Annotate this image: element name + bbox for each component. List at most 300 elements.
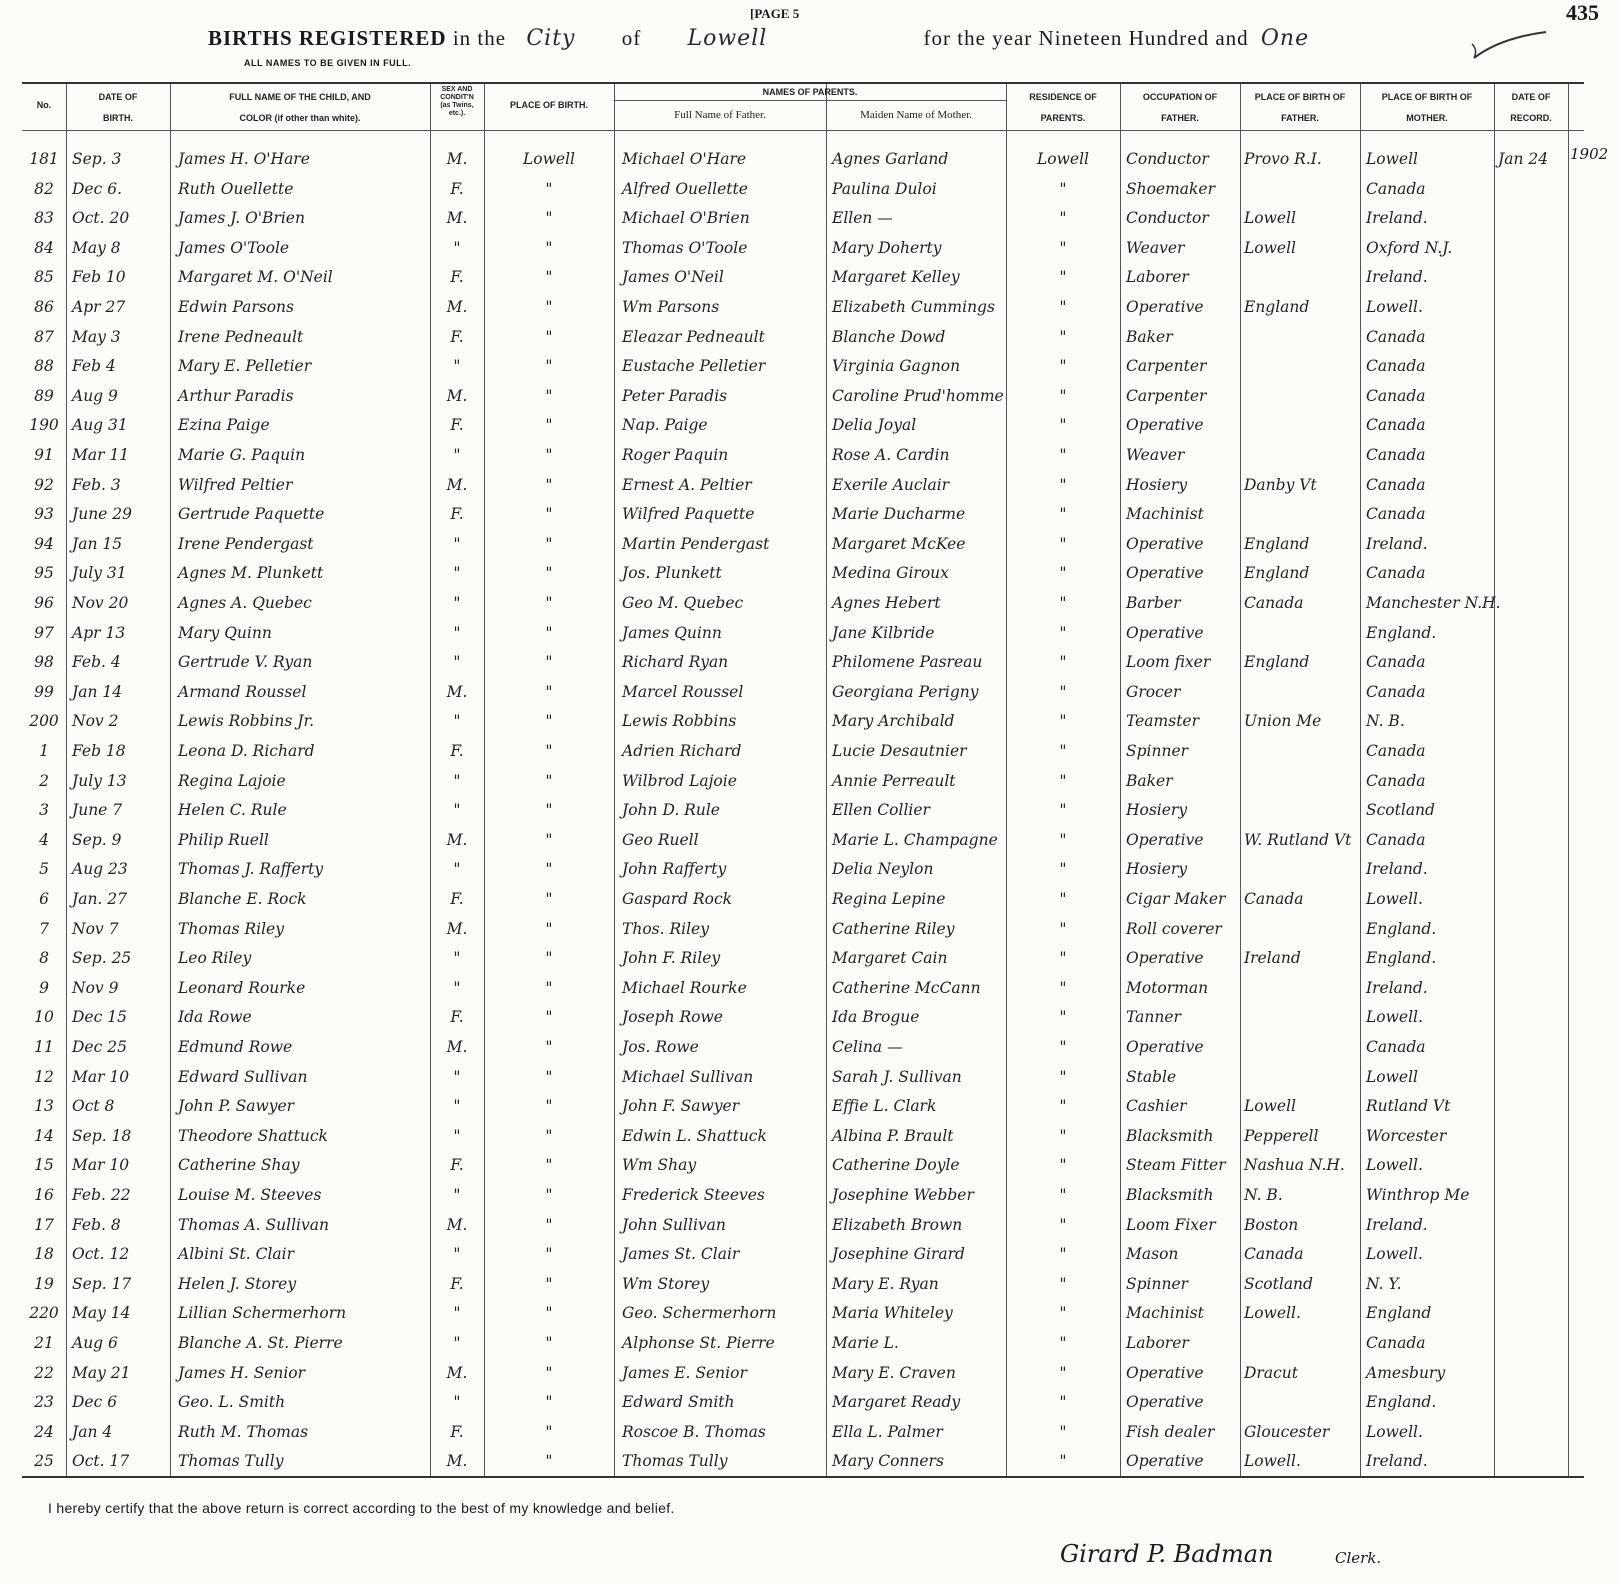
- cell-pob-mother: Canada: [1366, 357, 1426, 376]
- table-row: [22, 736, 1584, 766]
- title-of: of: [621, 26, 642, 50]
- cell-record: [1498, 1387, 1568, 1417]
- cell-sex: ": [453, 357, 461, 376]
- cell-residence: ": [1059, 416, 1067, 435]
- cell-residence: ": [1059, 1393, 1067, 1412]
- cell-pob-mother: Canada: [1366, 446, 1426, 464]
- cell-residence: ": [1059, 830, 1067, 849]
- cell-pob-mother: Lowell.: [1366, 1245, 1423, 1264]
- cell-name: Ruth M. Thomas: [178, 1422, 309, 1441]
- cell-pob-mother: Canada: [1366, 564, 1426, 583]
- cell-residence: ": [1059, 446, 1067, 464]
- cell-sex: M.: [446, 1363, 468, 1382]
- cell-occupation: Laborer: [1126, 268, 1189, 287]
- cell-name: Armand Roussel: [178, 682, 307, 701]
- cell-place: ": [545, 1186, 553, 1204]
- cell-father: Alfred Ouellette: [622, 179, 748, 198]
- cell-residence: ": [1059, 1304, 1067, 1323]
- cell-place: ": [545, 1304, 553, 1323]
- cell-name: Ida Rowe: [178, 1008, 252, 1027]
- cell-father: Wm Shay: [622, 1156, 697, 1175]
- cell-pob-mother: Canada: [1366, 386, 1426, 405]
- cell-no: 1: [39, 742, 49, 760]
- cell-pob-father: Lowell: [1244, 1097, 1296, 1116]
- cell-record: [1498, 1091, 1568, 1121]
- table-row: [22, 1269, 1584, 1299]
- cell-place: ": [545, 653, 553, 672]
- cell-record: [1498, 618, 1568, 648]
- table-row: [22, 1446, 1584, 1476]
- table-row: [22, 1032, 1584, 1062]
- col-header-sex: SEX AND CONDIT'N (as Twins, etc.).: [440, 86, 474, 117]
- cell-no: 9: [39, 978, 49, 997]
- cell-residence: ": [1059, 268, 1067, 287]
- cell-place: ": [545, 475, 553, 494]
- cell-pob-mother: Ireland.: [1366, 268, 1428, 287]
- cell-name: Leonard Rourke: [178, 978, 306, 997]
- cell-record: [1498, 1002, 1568, 1032]
- cell-record: [1498, 558, 1568, 588]
- cell-date: Sep. 9: [72, 830, 122, 849]
- cell-father: Eleazar Pedneault: [622, 327, 765, 346]
- certification-statement: I hereby certify that the above return is correct according to the best of my knowledge and belief.: [48, 1500, 675, 1516]
- cell-no: 92: [34, 475, 54, 494]
- cell-pob-mother: Amesbury: [1366, 1363, 1446, 1382]
- cell-pob-father: [1244, 1032, 1358, 1062]
- cell-date: Oct. 17: [72, 1452, 130, 1471]
- cell-sex: M.: [446, 1452, 468, 1471]
- cell-pob-mother: Lowell.: [1366, 1422, 1423, 1441]
- cell-pob-mother: Ireland.: [1366, 534, 1428, 553]
- cell-mother: Delia Joyal: [832, 416, 917, 435]
- cell-mother: Ellen —: [832, 209, 893, 228]
- cell-no: 7: [39, 919, 49, 938]
- cell-date: Feb. 3: [72, 475, 121, 494]
- cell-pob-mother: Canada: [1366, 771, 1426, 790]
- cell-sex: M.: [446, 830, 468, 849]
- cell-residence: ": [1059, 238, 1067, 257]
- cell-sex: ": [453, 1245, 461, 1264]
- cell-mother: Marie Ducharme: [832, 505, 966, 524]
- cell-sex: ": [453, 1334, 461, 1352]
- cell-residence: ": [1059, 1452, 1067, 1471]
- cell-date: Dec 6: [72, 1393, 118, 1412]
- cell-place: ": [545, 268, 553, 287]
- cell-mother: Albina P. Brault: [832, 1126, 954, 1145]
- col-header-occupation: OCCUPATION OF FATHER.: [1142, 92, 1218, 123]
- cell-record: [1498, 736, 1568, 766]
- cell-no: 21: [34, 1334, 54, 1352]
- cell-pob-father: Lowell: [1244, 209, 1296, 228]
- cell-pob-mother: N. B.: [1366, 712, 1405, 731]
- cell-date: Jan 4: [72, 1422, 113, 1441]
- cell-record: [1498, 174, 1568, 204]
- title-prefix: BIRTHS REGISTERED: [208, 26, 447, 50]
- cell-place: ": [545, 771, 553, 790]
- cell-mother: Georgiana Perigny: [832, 682, 979, 701]
- cell-place: ": [545, 386, 553, 405]
- cell-pob-mother: Canada: [1366, 1334, 1426, 1352]
- cell-occupation: Teamster: [1126, 712, 1200, 731]
- page-label: [PAGE 5: [750, 6, 800, 21]
- cell-record: [1498, 203, 1568, 233]
- cell-no: 6: [39, 890, 49, 908]
- cell-father: Wm Parsons: [622, 298, 720, 316]
- cell-place: ": [545, 1008, 553, 1027]
- cell-date: Nov 20: [72, 594, 129, 612]
- cell-pob-mother: Oxford N.J.: [1366, 238, 1453, 257]
- cell-no: 11: [34, 1038, 54, 1056]
- cell-name: Irene Pendergast: [178, 534, 314, 553]
- cell-residence: ": [1059, 801, 1067, 820]
- cell-record: [1498, 440, 1568, 470]
- cell-occupation: Machinist: [1126, 1304, 1204, 1323]
- cell-occupation: Hosiery: [1126, 860, 1188, 879]
- cell-place: ": [545, 209, 553, 228]
- cell-date: May 8: [72, 238, 121, 257]
- cell-sex: ": [453, 949, 461, 968]
- cell-residence: ": [1059, 298, 1067, 316]
- cell-father: Peter Paradis: [622, 386, 728, 405]
- cell-name: Theodore Shattuck: [178, 1126, 328, 1145]
- table-row: [22, 1121, 1584, 1151]
- cell-occupation: Spinner: [1126, 742, 1189, 760]
- cell-sex: ": [453, 446, 461, 464]
- cell-residence: ": [1059, 623, 1067, 642]
- cell-sex: ": [453, 801, 461, 820]
- cell-date: Nov 2: [72, 712, 119, 731]
- cell-father: Michael Rourke: [622, 978, 747, 997]
- table-row: [22, 854, 1584, 884]
- cell-no: 96: [34, 594, 54, 612]
- cell-pob-father: [1244, 736, 1358, 766]
- cell-father: Richard Ryan: [622, 653, 729, 672]
- cell-pob-father: [1244, 351, 1358, 381]
- cell-no: 19: [34, 1274, 54, 1293]
- cell-father: Alphonse St. Pierre: [622, 1334, 775, 1352]
- cell-mother: Marie L.: [832, 1334, 899, 1352]
- cell-mother: Lucie Desautnier: [832, 742, 967, 760]
- cell-sex: M.: [446, 475, 468, 494]
- cell-place: ": [545, 1245, 553, 1264]
- cell-sex: ": [453, 564, 461, 583]
- cell-date: May 21: [72, 1363, 131, 1382]
- cell-sex: ": [453, 771, 461, 790]
- table-row: [22, 203, 1584, 233]
- cell-place: ": [545, 534, 553, 553]
- cell-occupation: Blacksmith: [1126, 1186, 1214, 1204]
- cell-mother: Josephine Webber: [832, 1186, 974, 1204]
- cell-pob-father: Nashua N.H.: [1244, 1156, 1345, 1175]
- cell-mother: Mary E. Craven: [832, 1363, 956, 1382]
- cell-date: Feb 10: [72, 268, 126, 287]
- cell-occupation: Laborer: [1126, 1334, 1189, 1352]
- cell-date: Sep. 17: [72, 1274, 132, 1293]
- cell-record: [1498, 914, 1568, 944]
- cell-mother: Marie L. Champagne: [832, 830, 998, 849]
- cell-pob-mother: Ireland.: [1366, 1452, 1428, 1471]
- cell-residence: ": [1059, 179, 1067, 198]
- cell-sex: ": [453, 1097, 461, 1116]
- cell-sex: ": [453, 712, 461, 731]
- table-row: [22, 1387, 1584, 1417]
- cell-sex: M.: [446, 682, 468, 701]
- cell-pob-mother: Lowell.: [1366, 298, 1423, 316]
- cell-sex: F.: [450, 1422, 464, 1441]
- table-row: [22, 351, 1584, 381]
- cell-no: 190: [29, 416, 59, 435]
- title-in-the: in the: [452, 26, 507, 50]
- cell-no: 12: [34, 1067, 54, 1086]
- cell-sex: F.: [450, 1274, 464, 1293]
- cell-pob-mother: Canada: [1366, 742, 1426, 760]
- cell-occupation: Barber: [1126, 594, 1181, 612]
- cell-father: Wilbrod Lajoie: [622, 771, 737, 790]
- cell-father: Wm Storey: [622, 1274, 710, 1293]
- cell-date: Nov 7: [72, 919, 119, 938]
- cell-name: Irene Pedneault: [178, 327, 304, 346]
- cell-residence: ": [1059, 1126, 1067, 1145]
- cell-place: ": [545, 801, 553, 820]
- cell-occupation: Grocer: [1126, 682, 1181, 701]
- cell-place: ": [545, 416, 553, 435]
- cell-date: Sep. 3: [72, 150, 122, 168]
- cell-name: Lillian Schermerhorn: [178, 1304, 347, 1323]
- cell-pob-father: Lowell.: [1244, 1452, 1301, 1471]
- cell-occupation: Operative: [1126, 1038, 1204, 1056]
- cell-pob-mother: England.: [1366, 949, 1437, 968]
- cell-residence: ": [1059, 860, 1067, 879]
- cell-name: James H. O'Hare: [178, 150, 310, 168]
- cell-pob-mother: Lowell.: [1366, 1156, 1423, 1175]
- cell-mother: Agnes Hebert: [832, 594, 941, 612]
- cell-sex: M.: [446, 1215, 468, 1234]
- cell-date: Sep. 25: [72, 949, 132, 968]
- cell-place: ": [545, 1215, 553, 1234]
- cell-no: 8: [39, 949, 49, 968]
- cell-pob-mother: Scotland: [1366, 801, 1435, 820]
- cell-mother: Elizabeth Brown: [832, 1215, 963, 1234]
- col-header-mother-name: Maiden Name of Mother.: [860, 109, 972, 121]
- cell-pob-mother: Canada: [1366, 682, 1426, 701]
- cell-father: Marcel Roussel: [622, 682, 744, 701]
- cell-pob-mother: Lowell: [1366, 150, 1418, 168]
- table-row: [22, 647, 1584, 677]
- cell-place: ": [545, 1038, 553, 1056]
- cell-mother: Margaret Ready: [832, 1393, 961, 1412]
- cell-sex: F.: [450, 890, 464, 908]
- cell-father: Nap. Paige: [622, 416, 708, 435]
- cell-occupation: Operative: [1126, 534, 1204, 553]
- cell-date: Sep. 18: [72, 1126, 132, 1145]
- cell-sex: M.: [446, 150, 468, 168]
- cell-father: John Sullivan: [622, 1215, 726, 1234]
- cell-occupation: Cigar Maker: [1126, 890, 1226, 908]
- cell-father: James E. Senior: [622, 1363, 747, 1382]
- cell-pob-father: Canada: [1244, 1245, 1304, 1264]
- cell-occupation: Weaver: [1126, 238, 1185, 257]
- cell-record: [1498, 1062, 1568, 1092]
- births-ledger-table: [22, 82, 1584, 1478]
- cell-occupation: Weaver: [1126, 446, 1185, 464]
- cell-record: [1498, 825, 1568, 855]
- cell-record: [1498, 1358, 1568, 1388]
- cell-residence: ": [1059, 1334, 1067, 1352]
- table-row: [22, 470, 1584, 500]
- table-row: [22, 558, 1584, 588]
- cell-date: Aug 9: [72, 386, 118, 405]
- cell-no: 99: [34, 682, 54, 701]
- cell-mother: Mary E. Ryan: [832, 1274, 939, 1293]
- table-row: [22, 588, 1584, 618]
- table-row: [22, 174, 1584, 204]
- cell-record: [1498, 233, 1568, 263]
- cell-place: ": [545, 357, 553, 376]
- cell-occupation: Blacksmith: [1126, 1126, 1214, 1145]
- cell-date: Apr 27: [72, 298, 126, 316]
- cell-sex: ": [453, 860, 461, 879]
- cell-residence: ": [1059, 594, 1067, 612]
- cell-place: ": [545, 327, 553, 346]
- cell-father: Martin Pendergast: [622, 534, 770, 553]
- cell-father: Roger Paquin: [622, 446, 729, 464]
- cell-father: John F. Riley: [622, 949, 721, 968]
- cell-place: ": [545, 890, 553, 908]
- table-row: [22, 1180, 1584, 1210]
- cell-name: Edmund Rowe: [178, 1038, 293, 1056]
- cell-father: Joseph Rowe: [622, 1008, 723, 1027]
- cell-record: [1498, 973, 1568, 1003]
- cell-no: 220: [29, 1304, 59, 1323]
- cell-residence: ": [1059, 1008, 1067, 1027]
- cell-record: [1498, 1298, 1568, 1328]
- cell-occupation: Baker: [1126, 771, 1173, 790]
- cell-record: [1498, 1417, 1568, 1447]
- cell-mother: Mary Doherty: [832, 238, 942, 257]
- col-header-place-of-birth: PLACE OF BIRTH.: [510, 100, 588, 110]
- cell-record: [1498, 884, 1568, 914]
- cell-name: John P. Sawyer: [178, 1097, 295, 1116]
- cell-no: 4: [39, 830, 49, 849]
- cell-pob-father: Union Me: [1244, 712, 1322, 731]
- cell-pob-father: Pepperell: [1244, 1126, 1319, 1145]
- cell-name: Wilfred Peltier: [178, 475, 293, 494]
- cell-pob-father: [1244, 499, 1358, 529]
- col-header-date-of-birth: DATE OF BIRTH.: [98, 92, 138, 123]
- cell-pob-mother: Lowell.: [1366, 890, 1423, 908]
- table-row: [22, 144, 1584, 174]
- cell-no: 5: [39, 860, 49, 879]
- cell-place: ": [545, 594, 553, 612]
- cell-record: [1498, 1032, 1568, 1062]
- cell-mother: Regina Lepine: [832, 890, 946, 908]
- cell-father: Adrien Richard: [622, 742, 742, 760]
- cell-residence: ": [1059, 1245, 1067, 1264]
- cell-residence: ": [1059, 534, 1067, 553]
- cell-name: James J. O'Brien: [178, 209, 305, 228]
- table-row: [22, 440, 1584, 470]
- cell-sex: ": [453, 1186, 461, 1204]
- cell-sex: ": [453, 653, 461, 672]
- cell-name: Leo Riley: [178, 949, 252, 968]
- cell-pob-mother: Canada: [1366, 1038, 1426, 1056]
- cell-date: June 29: [72, 505, 133, 524]
- cell-mother: Ellen Collier: [832, 801, 930, 820]
- cell-mother: Blanche Dowd: [832, 327, 946, 346]
- table-row: [22, 529, 1584, 559]
- cell-record: [1498, 1150, 1568, 1180]
- cell-mother: Mary Archibald: [832, 712, 955, 731]
- cell-occupation: Cashier: [1126, 1097, 1187, 1116]
- cell-pob-mother: England.: [1366, 919, 1437, 938]
- table-row: [22, 1091, 1584, 1121]
- cell-mother: Margaret McKee: [832, 534, 966, 553]
- cell-mother: Mary Conners: [832, 1452, 944, 1471]
- cell-residence: ": [1059, 1067, 1067, 1086]
- cell-record: [1498, 1180, 1568, 1210]
- municipality-type: City: [526, 26, 576, 51]
- cell-date: Feb 4: [72, 357, 116, 376]
- cell-record: [1498, 706, 1568, 736]
- cell-residence: ": [1059, 1215, 1067, 1234]
- cell-occupation: Operative: [1126, 830, 1204, 849]
- cell-date: Mar 10: [72, 1067, 130, 1086]
- table-row: [22, 1062, 1584, 1092]
- cell-occupation: Loom Fixer: [1126, 1215, 1216, 1234]
- cell-father: Frederick Steeves: [622, 1186, 765, 1204]
- cell-residence: ": [1059, 209, 1067, 228]
- table-row: [22, 1150, 1584, 1180]
- cell-pob-father: Boston: [1244, 1215, 1299, 1234]
- cell-residence: ": [1059, 919, 1067, 938]
- cell-father: Gaspard Rock: [622, 890, 733, 908]
- cell-mother: Jane Kilbride: [832, 623, 935, 642]
- cell-record: [1498, 588, 1568, 618]
- col-header-full-name: FULL NAME OF THE CHILD, AND COLOR (if other than white).: [229, 92, 371, 123]
- cell-record: [1498, 1210, 1568, 1240]
- cell-date: Nov 9: [72, 978, 119, 997]
- cell-no: 91: [34, 446, 54, 464]
- cell-name: Thomas A. Sullivan: [178, 1215, 329, 1234]
- table-row: [22, 410, 1584, 440]
- cell-name: Thomas Tully: [178, 1452, 284, 1471]
- cell-place: ": [545, 1274, 553, 1293]
- cell-record: [1498, 677, 1568, 707]
- cell-father: Thomas O'Toole: [622, 238, 748, 257]
- cell-pob-father: W. Rutland Vt: [1244, 830, 1352, 849]
- cell-pob-mother: Canada: [1366, 416, 1426, 435]
- cell-place: ": [545, 1452, 553, 1471]
- cell-place: ": [545, 238, 553, 257]
- cell-occupation: Operative: [1126, 1363, 1204, 1382]
- cell-residence: ": [1059, 564, 1067, 583]
- cell-record: Jan 24: [1498, 150, 1549, 168]
- cell-name: Mary Quinn: [178, 623, 272, 642]
- cell-occupation: Carpenter: [1126, 386, 1207, 405]
- cell-date: July 13: [72, 771, 127, 790]
- cell-father: Roscoe B. Thomas: [622, 1422, 766, 1441]
- cell-no: 10: [34, 1008, 54, 1027]
- table-row: [22, 943, 1584, 973]
- cell-pob-mother: Canada: [1366, 830, 1426, 849]
- cell-name: Edward Sullivan: [178, 1067, 308, 1086]
- cell-occupation: Shoemaker: [1126, 179, 1216, 198]
- cell-pob-mother: Canada: [1366, 327, 1426, 346]
- cell-residence: ": [1059, 1422, 1067, 1441]
- cell-sex: F.: [450, 1156, 464, 1175]
- cell-sex: ": [453, 534, 461, 553]
- cell-occupation: Operative: [1126, 564, 1204, 583]
